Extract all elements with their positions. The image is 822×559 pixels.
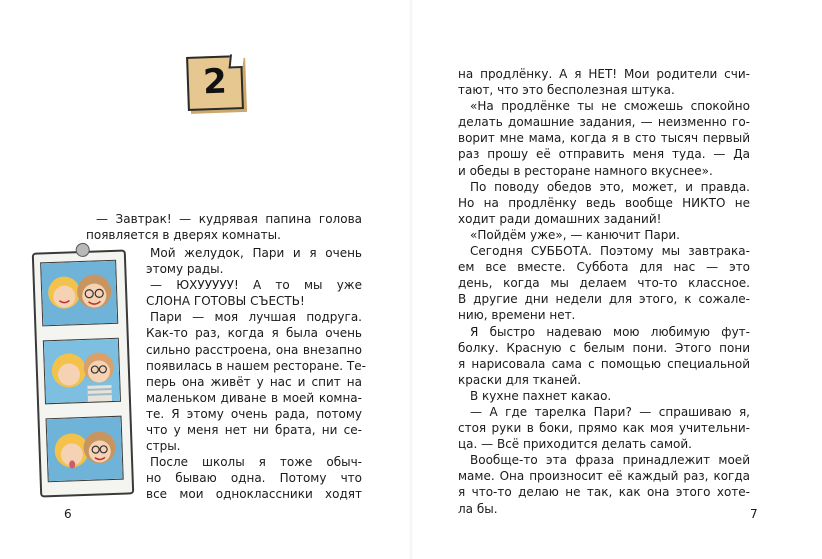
text-line: «На продлёнке ты не сможешь спокойно (470, 99, 750, 114)
text-line: перь она живёт у нас и спит на (146, 374, 362, 389)
text-line: Я быстро надеваю мою любимую фут- (470, 324, 750, 339)
text-line: ем все вместе. Суббота для нас — это (458, 260, 750, 275)
text-line: Мой желудок, Пари и я очень (150, 246, 362, 260)
text-line: По поводу обедов это, может, и правда. (470, 179, 750, 194)
text-line: болку. Красную с белым пони. Этого пони (458, 340, 750, 355)
text-line: маленьком диване в моей комна- (146, 390, 362, 405)
text-line: краски для тканей. (458, 372, 582, 387)
page-number-left: 6 (64, 507, 72, 521)
text-line: ла бы. (458, 501, 498, 516)
text-line: — А где тарелка Пари? — спрашиваю я, (470, 404, 750, 419)
text-line: все мои одноклассники ходят (146, 487, 362, 502)
text-line: на продлёнку. А я НЕТ! Мои родители счи- (458, 67, 750, 81)
text-line: ходит ради домашних заданий! (458, 211, 662, 226)
text-line: делать домашние задания, — неизменно го- (458, 115, 750, 130)
photo-frame-2 (43, 338, 121, 405)
text-line: Сегодня СУББОТА. Поэтому мы завтрака- (470, 244, 750, 259)
left-wrapped-text (146, 245, 366, 503)
text-line: стры. (146, 439, 181, 454)
text-line: этому рады. (146, 262, 224, 277)
text-line: и обеды в ресторане намного вкуснее». (458, 163, 713, 178)
text-line: маме. Она произносит её каждый раз, когда (458, 469, 750, 484)
text-line: В другие дни недели для этого, к сожале- (458, 292, 750, 307)
text-line: Пари — моя лучшая подруга. (150, 310, 362, 325)
text-line: тают, что это бесполезная штука. (458, 83, 675, 98)
text-line: стоя руки в боки, прямо как моя учительни- (458, 421, 750, 436)
text-line: Но на продлёнку ведь вообще НИКТО не (458, 195, 750, 210)
text-line: ворит мне мама, когда я в сто тысяч первый (458, 131, 750, 146)
text-line: я что-то делаю не так, как она этого хоте- (458, 485, 750, 500)
left-top-text (86, 211, 362, 243)
text-line: те. Я этому очень рада, потому (146, 406, 362, 421)
photo-strip-illustration (32, 249, 134, 497)
text-line: Вообще-то эта фраза принадлежит моей (470, 453, 750, 468)
chapter-badge (186, 55, 244, 111)
text-line: появилась в нашем ресторане. Те- (146, 358, 366, 373)
photo-frame-1 (40, 260, 118, 327)
right-page-text (458, 66, 750, 517)
text-line: что у меня нет ни брата, ни се- (146, 423, 362, 438)
text-line: В кухне пахнет какао. (470, 388, 612, 403)
photo-frame-3 (46, 416, 124, 483)
chapter-number: 2 (202, 61, 228, 103)
text-line: раз прошу её отправить меня туда. — Да (458, 147, 750, 162)
text-line: Как-то раз, когда я была очень (146, 326, 362, 341)
text-line: — ЮХУУУУУ! А то мы уже (150, 278, 362, 293)
text-line: «Пойдём уже», — канючит Пари. (470, 227, 680, 242)
text-line: сильно расстроена, она внезапно (146, 342, 362, 357)
text-line: день, когда мы делаем что-то классное. (458, 276, 750, 291)
text-line: появляется в дверях комнаты. (86, 228, 281, 243)
text-line: ца. — Всё приходится делать самой. (458, 437, 692, 452)
text-line: нию, времени нет. (458, 308, 576, 323)
text-line: я нарисовала сама с помощью специальной (458, 356, 750, 371)
text-line: — Завтрак! — кудрявая папина голова (96, 212, 362, 226)
text-line: После школы я тоже обыч- (150, 455, 362, 470)
page-number-right: 7 (750, 507, 758, 521)
text-line: СЛОНА ГОТОВЫ СЪЕСТЬ! (146, 294, 305, 309)
text-line: но бываю одна. Потому что (146, 471, 362, 486)
